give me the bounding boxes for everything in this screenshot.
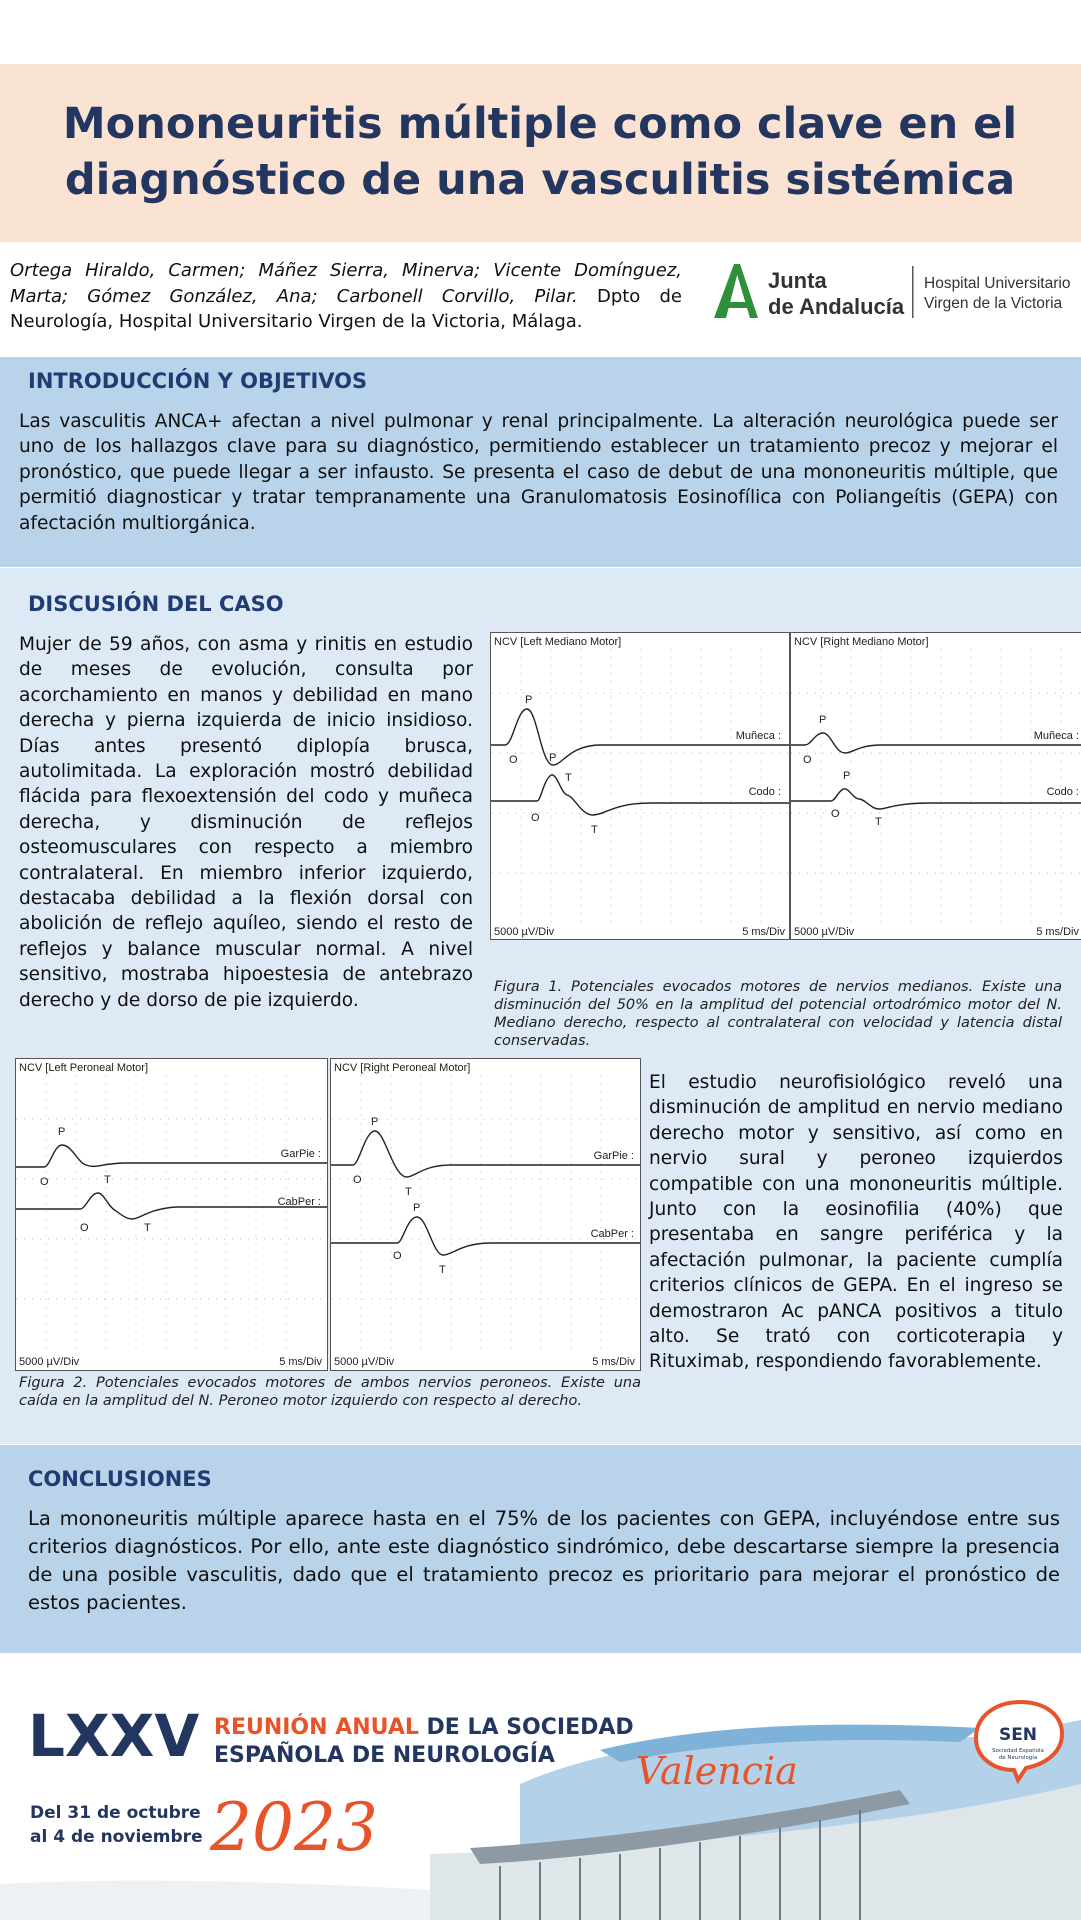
marker-o2: O — [831, 808, 840, 820]
fig1-right-trace — [791, 633, 1081, 939]
fig2-right-panel — [330, 1058, 641, 1371]
fig1-caption: Figura 1. Potenciales evocados motores de nervios medianos. Existe una disminución del 50% en la amplitud del potencial ortodrómico motor del N. Mediano derecho, respecto al contralateral con velocidad y latencia distal conservadas. — [494, 979, 1062, 1049]
footer-roman: LXXV — [28, 1702, 200, 1770]
fig2-right-top-label: GarPie : — [593, 1150, 634, 1162]
codo-waveform — [791, 789, 1081, 809]
marker-t2: T — [591, 824, 598, 836]
fig2-left-bottom-label: CabPer : — [277, 1196, 321, 1208]
marker-t2: T — [439, 1264, 446, 1276]
marker-p2: P — [843, 770, 851, 782]
fig1-right-scale-h: 5 ms/Div — [1036, 926, 1079, 938]
case-text-2: El estudio neurofisiológico reveló una disminución de amplitud en nervio mediano derecho motor y sensitivo, así como en nervio sural y peroneo izquierdos compatible con una mononeuritis múltiple. Junto con la eosinofilia (40%) que presentaba en sangre periférica y la afectación pulmonar, la paciente cumplía criterios clínicos de GEPA. En el ingreso se demostraron Ac pANCA positivos a titulo alto. Se trató con corticoterapia y Rituximab, respondiendo favorablemente. — [649, 1072, 1063, 1373]
marker-p2: P — [413, 1202, 421, 1214]
footer-city: Valencia — [636, 1749, 798, 1793]
fig2-right-title: NCV [Right Peroneal Motor] — [334, 1062, 471, 1074]
logo-divider — [912, 266, 914, 318]
conclusions-text: La mononeuritis múltiple aparece hasta en el 75% de los pacientes con GEPA, incluyéndose entre sus criterios diagnósticos. Por ello, ante este diagnóstico sindrómico, debe descartarse siempre la presencia de una posible vasculitis, dado que el tratamiento precoz es prioritario para mejorar el pronóstico de estos pacientes. — [28, 1507, 1060, 1614]
fig1-right-scale-v: 5000 µV/Div — [794, 926, 855, 938]
marker-p2: P — [549, 752, 557, 764]
grid — [491, 649, 789, 923]
fig1-right-panel — [790, 632, 1081, 940]
footer-year: 2023 — [210, 1789, 378, 1866]
footer-meeting-line1a: REUNIÓN ANUAL — [214, 1715, 419, 1740]
marker-o2: O — [393, 1250, 402, 1262]
marker-o: O — [509, 754, 518, 766]
fig2-right-scale-v: 5000 µV/Div — [334, 1356, 395, 1368]
footer-meeting-line1b: DE LA SOCIEDAD — [418, 1715, 634, 1740]
marker-p: P — [819, 714, 827, 726]
fig2-left-trace — [16, 1059, 327, 1370]
logo-org-line2: de Andalucía — [768, 294, 905, 319]
fig1-left-scale-h: 5 ms/Div — [742, 926, 785, 938]
marker-o: O — [353, 1174, 362, 1186]
fig2-left-title: NCV [Left Peroneal Motor] — [19, 1062, 149, 1074]
fig1-left-title: NCV [Left Mediano Motor] — [494, 636, 622, 648]
marker-p: P — [371, 1116, 379, 1128]
intro-section — [0, 357, 1081, 567]
footer-dates-line1: Del 31 de octubre — [30, 1803, 201, 1823]
fig2-left-panel — [15, 1058, 328, 1371]
marker-t: T — [104, 1174, 111, 1186]
intro-heading: INTRODUCCIÓN Y OBJETIVOS — [28, 369, 368, 393]
fig1-left-scale-v: 5000 µV/Div — [494, 926, 555, 938]
footer-meeting-line2: ESPAÑOLA DE NEUROLOGÍA — [214, 1743, 555, 1768]
conclusions-heading: CONCLUSIONES — [28, 1467, 212, 1491]
logo-hospital-line1: Hospital Universitario — [924, 275, 1071, 292]
intro-text: Las vasculitis ANCA+ afectan a nivel pulmonar y renal principalmente. La alteración neurológica puede ser uno de los hallazgos clave para su diagnóstico, permitiendo establecer un tratamiento precoz y mejorar el pronóstico, que puede llegar a ser infausto. Se presenta el caso de debut de una mononeuritis múltiple, que permitió diagnosticar y tratar tempranamente una Granulomatosis Eosinofílica con Poliangeítis (GEPA) con afectación multiorgánica. — [19, 411, 1058, 534]
fig2-left-scale-v: 5000 µV/Div — [19, 1356, 80, 1368]
marker-t: T — [875, 816, 882, 828]
marker-t: T — [405, 1186, 412, 1198]
author-names: Ortega Hiraldo, Carmen; Máñez Sierra, Minerva; Vicente Domínguez, Marta; Gómez González, Ana; Carbonell Corvillo, Pilar. — [10, 260, 682, 307]
junta-hospital-logo — [712, 260, 1072, 322]
marker-o2: O — [80, 1222, 89, 1234]
fig1-left-bottom-label: Codo : — [748, 786, 781, 798]
grid — [791, 649, 1081, 923]
fig2-caption: Figura 2. Potenciales evocados motores de ambos nervios peroneos. Existe una caída en la amplitud del N. Peroneo motor izquierdo con respecto al derecho. — [19, 1375, 641, 1409]
fig1-right-title: NCV [Right Mediano Motor] — [794, 636, 929, 648]
footer-meeting-line1 — [214, 1714, 634, 1740]
fig1-left-trace — [491, 633, 789, 939]
fig1-right-bottom-label: Codo : — [1046, 786, 1079, 798]
fig1-left-top-label: Muñeca : — [735, 730, 781, 742]
logo-hospital-line2: Virgen de la Victoria — [924, 295, 1063, 312]
case-section — [0, 568, 1081, 1444]
fig2-right-bottom-label: CabPer : — [590, 1228, 634, 1240]
grid — [16, 1075, 327, 1354]
marker-o2: O — [531, 812, 540, 824]
sen-full-1: Sociedad Española — [992, 1748, 1044, 1754]
poster-title: Mononeuritis múltiple como clave en el diagnóstico de una vasculitis sistémica — [62, 99, 1018, 205]
sen-abbr: SEN — [998, 1725, 1038, 1745]
marker-p: P — [58, 1126, 66, 1138]
marker-t: T — [565, 772, 572, 784]
fig2-right-trace — [331, 1059, 640, 1370]
codo-waveform — [491, 775, 789, 815]
case-heading: DISCUSIÓN DEL CASO — [28, 592, 284, 616]
fig2-left-top-label: GarPie : — [280, 1148, 321, 1160]
fig1-right-top-label: Muñeca : — [1033, 730, 1079, 742]
conclusions-section — [0, 1445, 1081, 1653]
fig1-left-panel — [490, 632, 790, 940]
footer-dates-line2: al 4 de noviembre — [30, 1827, 203, 1847]
marker-p: P — [525, 694, 533, 706]
author-block — [10, 258, 682, 335]
case-text-1: Mujer de 59 años, con asma y rinitis en estudio de meses de evolución, consulta por acorchamiento en manos y debilidad en mano derecha y pierna izquierda de inicio insidioso. Días antes presentó diplopía brusca, autolimitada. La exploración mostró debilidad flácida para flexoextensión del codo y muñeca derecha, y disminución de reflejos osteomusculares con respecto a miembro contralateral. En miembro inferior izquierdo, destacaba debilidad a la flexión dorsal con abolición de reflejo aquíleo, siendo el resto de reflejos y balance muscular normal. A nivel sensitivo, mostraba hipoestesia de antebrazo derecho y de dorso de pie izquierdo. — [19, 634, 473, 1011]
marker-o: O — [40, 1176, 49, 1188]
marker-t2: T — [144, 1222, 151, 1234]
affiliation: Dpto de Neurología, Hospital Universitario Virgen de la Victoria, Málaga. — [10, 285, 682, 332]
meeting-footer-banner — [0, 1654, 1081, 1920]
junta-andalucia-mark-icon — [714, 264, 758, 318]
sen-full-2: de Neurología — [998, 1755, 1038, 1761]
fig2-right-scale-h: 5 ms/Div — [592, 1356, 635, 1368]
fig2-left-scale-h: 5 ms/Div — [279, 1356, 322, 1368]
marker-o: O — [803, 754, 812, 766]
logo-org-line1: Junta — [768, 268, 827, 293]
